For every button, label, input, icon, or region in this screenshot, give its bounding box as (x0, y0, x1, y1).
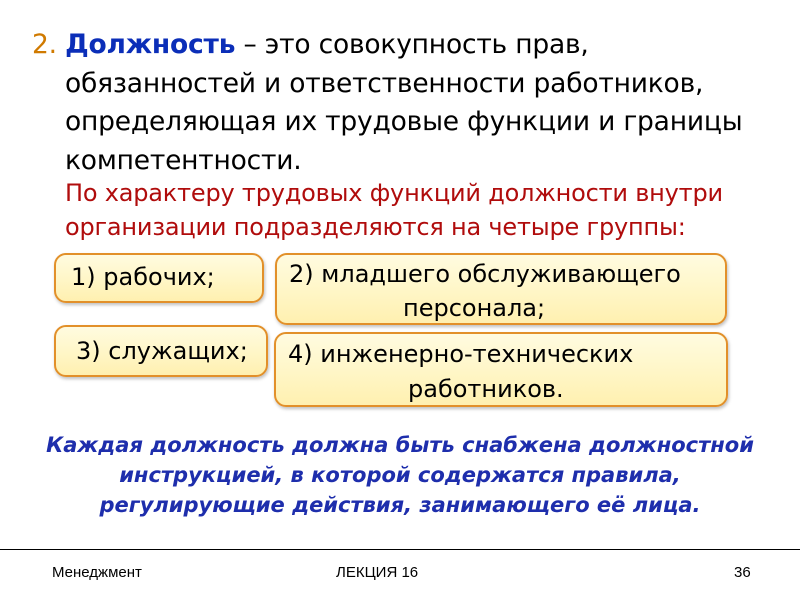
footer-course-name: Менеджмент (52, 564, 142, 581)
group-box-workers (54, 253, 264, 303)
definition-term: Должность (65, 29, 236, 60)
definition-line-2: обязанностей и ответственности работников, (65, 67, 704, 99)
group-box-service-staff (275, 253, 727, 325)
group-box-label: 2) младшего обслуживающего (289, 260, 681, 288)
definition-line-1 (32, 26, 772, 65)
note-line-3: регулирующие действия, занимающего её лица. (99, 493, 701, 517)
item-number: 2. (32, 29, 57, 60)
footer-lecture-label: ЛЕКЦИЯ 16 (336, 564, 419, 581)
definition-line-4: компетентности. (65, 144, 302, 176)
group-box-label-continued: работников. (408, 375, 564, 403)
group-box-engineering-staff (274, 332, 728, 407)
definition-block (32, 26, 772, 180)
note-line-2: инструкцией, в которой содержатся правила, (119, 463, 681, 487)
group-box-label: 1) рабочих; (71, 263, 215, 291)
job-description-note (20, 430, 780, 520)
groups-heading (65, 176, 785, 244)
definition-dash: – (235, 29, 265, 60)
footer-divider (0, 549, 800, 550)
definition-line-3: определяющая их трудовые функции и границы (65, 106, 743, 137)
group-box-label: 3) служащих; (76, 337, 248, 365)
definition-text-1: это совокупность прав, (264, 29, 589, 60)
group-box-employees (54, 325, 268, 377)
group-box-label: 4) инженерно-технических (288, 340, 634, 368)
note-line-1: Каждая должность должна быть снабжена должностной (46, 433, 754, 457)
groups-heading-line-1: По характеру трудовых функций должности внутри (65, 179, 723, 207)
groups-heading-line-2: организации подразделяются на четыре группы: (65, 213, 686, 241)
group-box-label-continued: персонала; (403, 294, 546, 322)
footer-page-number: 36 (734, 564, 751, 581)
